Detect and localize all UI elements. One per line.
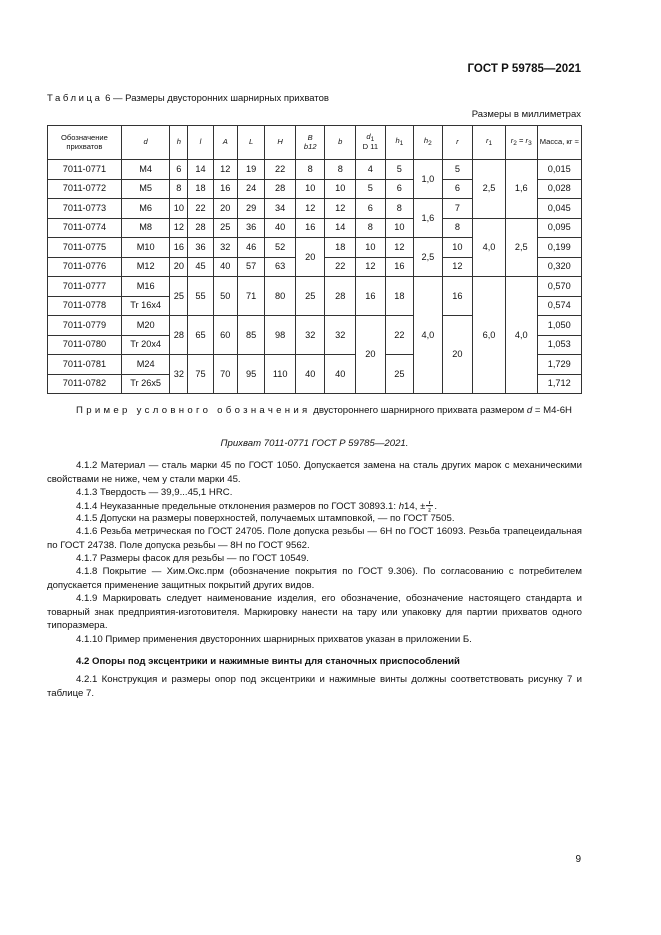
cell-mass: 0,199 — [537, 238, 581, 258]
cell-b: 32 — [325, 316, 356, 355]
col-header-d1: $d_1$ D 11 — [356, 126, 386, 160]
cell-L: 85 — [237, 316, 264, 355]
col-header-h: h — [170, 126, 188, 160]
cell-mass: 0,015 — [537, 160, 581, 180]
cell-d1: 16 — [356, 277, 386, 316]
cell-h1: 8 — [385, 199, 413, 219]
cell-d1: 8 — [356, 218, 386, 238]
cell-d1: 5 — [356, 179, 386, 199]
paragraph-4-1-6: 4.1.6 Резьба метрическая по ГОСТ 24705. Поле допуска резьбы — 6H по ГОСТ 16093. Резьба трапецеидальная по ГОСТ 24738. Поле допуска резьбы — 8H по ГОСТ 9562. — [47, 526, 582, 551]
cell-L: 36 — [237, 218, 264, 238]
cell-designation: 7011-0778 — [48, 296, 122, 316]
cell-designation: 7011-0779 — [48, 316, 122, 336]
cell-designation: 7011-0776 — [48, 257, 122, 277]
cell-l: 14 — [188, 160, 213, 180]
cell-h1: 6 — [385, 179, 413, 199]
paragraph-4-2-1: 4.2.1 Конструкция и размеры опор под эксцентрики и нажимные винты должны соответствовать рисунку 7 и таблице 7. — [47, 674, 582, 699]
cell-r1: 6,0 — [473, 277, 506, 394]
cell-h: 6 — [170, 160, 188, 180]
example-designation: Прихват 7011-0771 ГОСТ Р 59785—2021. — [220, 438, 409, 449]
cell-H: 52 — [265, 238, 296, 258]
cell-designation: 7011-0771 — [48, 160, 122, 180]
cell-B: 10 — [295, 179, 325, 199]
cell-h2: 4,0 — [414, 277, 442, 394]
cell-mass: 0,574 — [537, 296, 581, 316]
cell-designation: 7011-0772 — [48, 179, 122, 199]
cell-l: 22 — [188, 199, 213, 219]
cell-b: 22 — [325, 257, 356, 277]
cell-b: 18 — [325, 238, 356, 258]
cell-A: 16 — [213, 179, 237, 199]
cell-l: 75 — [188, 355, 213, 394]
cell-h2: 1,6 — [414, 199, 442, 238]
svg-text:2: 2 — [428, 507, 432, 512]
cell-L: 19 — [237, 160, 264, 180]
cell-h1: 25 — [385, 355, 413, 394]
cell-B: 25 — [295, 277, 325, 316]
cell-l: 28 — [188, 218, 213, 238]
cell-d: M12 — [121, 257, 170, 277]
cell-d: M24 — [121, 355, 170, 375]
cell-h: 10 — [170, 199, 188, 219]
cell-B: 40 — [295, 355, 325, 394]
paragraph-4-1-3: 4.1.3 Твердость — 39,9...45,1 HRC. — [76, 487, 233, 498]
cell-designation: 7011-0773 — [48, 199, 122, 219]
cell-d1: 12 — [356, 257, 386, 277]
paragraph-4-1-4: 4.1.4 Неуказанные предельные отклонения размеров по ГОСТ 30893.1: h14, ± t 2 . — [76, 500, 437, 512]
cell-H: 110 — [265, 355, 296, 394]
cell-H: 98 — [265, 316, 296, 355]
paragraph-4-1-10: 4.1.10 Пример применения двусторонних шарнирных прихватов указан в приложении Б. — [76, 634, 472, 645]
cell-L: 71 — [237, 277, 264, 316]
cell-H: 40 — [265, 218, 296, 238]
table-row — [48, 160, 582, 180]
cell-l: 55 — [188, 277, 213, 316]
document-header: ГОСТ Р 59785—2021 — [467, 63, 581, 75]
cell-r: 7 — [442, 199, 473, 219]
cell-b: 8 — [325, 160, 356, 180]
cell-A: 50 — [213, 277, 237, 316]
cell-mass: 0,095 — [537, 218, 581, 238]
cell-d: Tr 16x4 — [121, 296, 170, 316]
col-header-B: B b12 — [295, 126, 325, 160]
cell-A: 20 — [213, 199, 237, 219]
cell-designation: 7011-0781 — [48, 355, 122, 375]
cell-h: 16 — [170, 238, 188, 258]
cell-mass: 0,320 — [537, 257, 581, 277]
col-header-d: d — [121, 126, 170, 160]
cell-A: 60 — [213, 316, 237, 355]
cell-d: M8 — [121, 218, 170, 238]
cell-r1: 2,5 — [473, 160, 506, 219]
col-header-r1: $r_1$ — [473, 126, 506, 160]
cell-mass: 1,050 — [537, 316, 581, 336]
cell-h2: 1,0 — [414, 160, 442, 199]
it-over-two-fraction-icon — [425, 499, 434, 512]
cell-h: 32 — [170, 355, 188, 394]
cell-r: 20 — [442, 316, 473, 394]
cell-A: 25 — [213, 218, 237, 238]
cell-H: 28 — [265, 179, 296, 199]
cell-mass: 0,028 — [537, 179, 581, 199]
cell-l: 45 — [188, 257, 213, 277]
table-units: Размеры в миллиметрах — [471, 109, 581, 120]
col-header-r2-r3: $r_2 = r_3$ — [505, 126, 537, 160]
cell-B: 8 — [295, 160, 325, 180]
col-header-A: A — [213, 126, 237, 160]
cell-h: 28 — [170, 316, 188, 355]
table-caption: Таблица 6 — Размеры двусторонних шарнирных прихватов — [47, 93, 329, 104]
cell-mass: 1,053 — [537, 335, 581, 355]
cell-d: M6 — [121, 199, 170, 219]
cell-d1: 20 — [356, 316, 386, 394]
cell-B: 12 — [295, 199, 325, 219]
cell-r: 6 — [442, 179, 473, 199]
section-title: 4.2 Опоры под эксцентрики и нажимные винты для станочных приспособлений — [76, 656, 460, 667]
cell-b: 28 — [325, 277, 356, 316]
cell-d: M16 — [121, 277, 170, 297]
cell-H: 80 — [265, 277, 296, 316]
cell-d1: 4 — [356, 160, 386, 180]
cell-mass: 0,045 — [537, 199, 581, 219]
cell-L: 57 — [237, 257, 264, 277]
cell-r: 16 — [442, 277, 473, 316]
cell-h1: 5 — [385, 160, 413, 180]
cell-L: 24 — [237, 179, 264, 199]
cell-b: 12 — [325, 199, 356, 219]
cell-B: 16 — [295, 218, 325, 238]
cell-h: 20 — [170, 257, 188, 277]
cell-l: 18 — [188, 179, 213, 199]
cell-r1: 4,0 — [473, 218, 506, 277]
cell-h2: 2,5 — [414, 238, 442, 277]
col-header-l: l — [188, 126, 213, 160]
cell-d: M20 — [121, 316, 170, 336]
col-header-mass: Масса, кг ≈ — [537, 126, 581, 160]
cell-r2-r3: 2,5 — [505, 218, 537, 277]
cell-h: 25 — [170, 277, 188, 316]
cell-B: 20 — [295, 238, 325, 277]
cell-r2-r3: 1,6 — [505, 160, 537, 219]
cell-designation: 7011-0775 — [48, 238, 122, 258]
col-header-h2: $h_2$ — [414, 126, 442, 160]
cell-L: 46 — [237, 238, 264, 258]
cell-mass: 0,570 — [537, 277, 581, 297]
cell-d1: 10 — [356, 238, 386, 258]
paragraph-4-1-8: 4.1.8 Покрытие — Хим.Окс.прм (обозначение покрытия по ГОСТ 9.306). По согласованию с потребителем допускается применение защитных покрытий других видов. — [47, 566, 582, 591]
table-row — [48, 218, 582, 238]
cell-r2-r3: 4,0 — [505, 277, 537, 394]
cell-L: 29 — [237, 199, 264, 219]
cell-h1: 18 — [385, 277, 413, 316]
cell-d1: 6 — [356, 199, 386, 219]
cell-r: 5 — [442, 160, 473, 180]
cell-d: Tr 20x4 — [121, 335, 170, 355]
cell-h1: 10 — [385, 218, 413, 238]
cell-b: 10 — [325, 179, 356, 199]
cell-designation: 7011-0777 — [48, 277, 122, 297]
col-header-h1: $h_1$ — [385, 126, 413, 160]
cell-h: 8 — [170, 179, 188, 199]
paragraph-4-1-5: 4.1.5 Допуски на размеры поверхностей, получаемых штамповкой, — по ГОСТ 7505. — [76, 513, 455, 524]
cell-d: M5 — [121, 179, 170, 199]
col-header-b: b — [325, 126, 356, 160]
col-header-H: H — [265, 126, 296, 160]
cell-B: 32 — [295, 316, 325, 355]
cell-mass: 1,712 — [537, 374, 581, 394]
cell-mass: 1,729 — [537, 355, 581, 375]
dimensions-table — [47, 125, 582, 394]
example-paragraph: Пример условного обозначения двустороннего шарнирного прихвата размером d = M4-6H — [76, 405, 572, 416]
table-header-row — [48, 126, 582, 160]
table-row — [48, 277, 582, 297]
cell-A: 70 — [213, 355, 237, 394]
cell-A: 40 — [213, 257, 237, 277]
cell-h1: 22 — [385, 316, 413, 355]
page-number: 9 — [575, 854, 581, 865]
cell-r: 10 — [442, 238, 473, 258]
cell-H: 63 — [265, 257, 296, 277]
cell-r: 12 — [442, 257, 473, 277]
cell-h1: 16 — [385, 257, 413, 277]
cell-h1: 12 — [385, 238, 413, 258]
cell-d: Tr 26x5 — [121, 374, 170, 394]
cell-h: 12 — [170, 218, 188, 238]
cell-r: 8 — [442, 218, 473, 238]
paragraph-4-1-7: 4.1.7 Размеры фасок для резьбы — по ГОСТ 10549. — [76, 553, 309, 564]
cell-l: 36 — [188, 238, 213, 258]
cell-A: 12 — [213, 160, 237, 180]
cell-b: 40 — [325, 355, 356, 394]
cell-designation: 7011-0780 — [48, 335, 122, 355]
cell-d: M4 — [121, 160, 170, 180]
cell-l: 65 — [188, 316, 213, 355]
cell-designation: 7011-0774 — [48, 218, 122, 238]
col-header-L: L — [237, 126, 264, 160]
cell-d: M10 — [121, 238, 170, 258]
paragraph-4-1-2: 4.1.2 Материал — сталь марки 45 по ГОСТ 1050. Допускается замена на сталь других марок с механическими свойствами не ниже, чем у стали марки 45. — [47, 460, 582, 485]
cell-A: 32 — [213, 238, 237, 258]
cell-H: 34 — [265, 199, 296, 219]
col-header-r: r — [442, 126, 473, 160]
cell-b: 14 — [325, 218, 356, 238]
col-header-designation: Обозначение прихватов — [48, 126, 122, 160]
cell-L: 95 — [237, 355, 264, 394]
svg-text:t: t — [429, 500, 431, 506]
cell-designation: 7011-0782 — [48, 374, 122, 394]
cell-H: 22 — [265, 160, 296, 180]
paragraph-4-1-9: 4.1.9 Маркировать следует наименование изделия, его обозначение, обозначение настоящего стандарта и товарный знак предприятия-изготовителя. Маркировку нанести на тару или упаковку для партии прихватов одного типоразмера. — [47, 593, 582, 631]
